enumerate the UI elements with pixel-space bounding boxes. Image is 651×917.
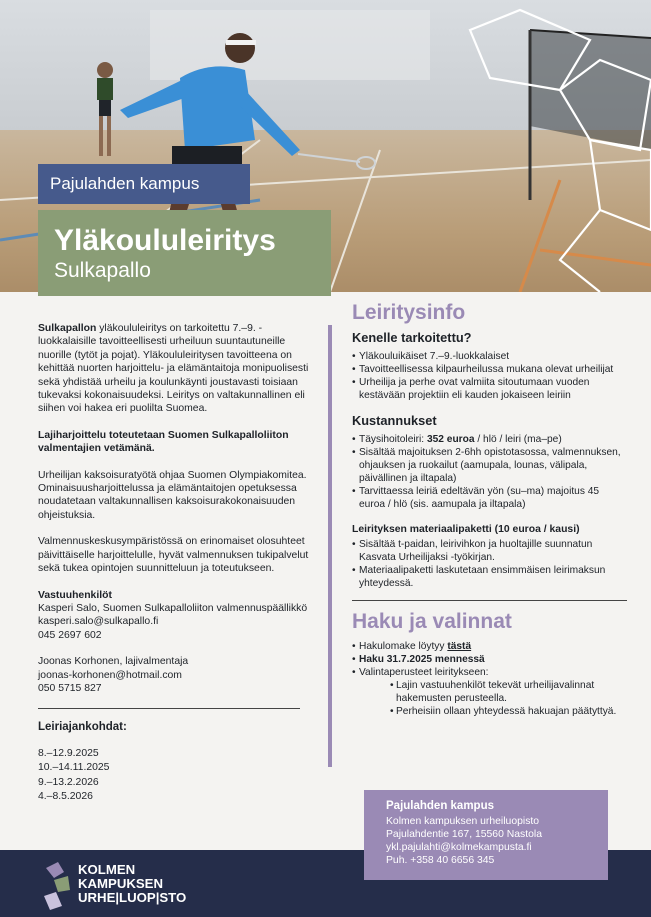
apply-list: [352, 640, 627, 718]
list-item: [352, 433, 627, 446]
list-item: • Materiaalipaketti laskutetaan ensimmäisen leirimaksun yhteydessä.: [352, 564, 627, 590]
list-item: • Sisältää majoituksen 2-6hh opistotasossa, valmennuksen, ohjauksen ja ruokailut (aamupala, lounas, välipala, päivällinen ja iltapala): [352, 446, 627, 485]
intro-column: [38, 322, 313, 805]
contact-box: [364, 790, 608, 880]
responsible-heading: Vastuuhenkilöt: [38, 589, 112, 601]
contact-name: Pajulahden kampus: [386, 800, 495, 812]
list-item: [352, 653, 627, 666]
person1-name: Kasperi Salo, Suomen Sulkapalloliiton valmennuspäällikkö: [38, 602, 308, 614]
logo-line-2: KAMPUKSEN: [78, 876, 163, 891]
person2-email[interactable]: joonas-korhonen@hotmail.com: [38, 669, 182, 681]
divider: [352, 600, 627, 601]
list-item: • Tavoitteellisessa kilpaurheilussa mukana olevat urheilijat: [352, 363, 627, 376]
dates-heading: Leiriajankohdat:: [38, 721, 127, 734]
campus-tag: [38, 164, 250, 204]
application-form-link[interactable]: tästä: [447, 641, 472, 652]
contact-org: Kolmen kampuksen urheiluopisto: [386, 816, 540, 827]
title-box: [38, 210, 331, 296]
cost-heading: Kustannukset: [352, 413, 437, 428]
logo-line-1: KOLMEN: [78, 862, 136, 877]
page-title: Yläkoululeiritys: [54, 224, 276, 257]
contact-email[interactable]: ykl.pajulahti@kolmekampusta.fi: [386, 842, 532, 853]
dates-list: [38, 747, 313, 805]
accent-vertical-bar: [328, 325, 332, 767]
intro-lead: Sulkapallon: [38, 323, 97, 334]
list-item: • Tarvittaessa leiriä edeltävän yön (su–ma) majoitus 45 euroa / hlö (sis. aamupala ja iltapala): [352, 485, 627, 511]
package-list: [352, 538, 627, 590]
apply-heading: Haku ja valinnat: [352, 610, 512, 633]
logo-wordmark: [78, 863, 186, 905]
cost-list: [352, 433, 627, 511]
date-item: 10.–14.11.2025: [38, 762, 110, 774]
package-heading: Leirityksen materiaalipaketti (10 euroa / kausi): [352, 524, 580, 535]
date-item: 9.–13.2.2026: [38, 776, 99, 788]
contact-address: Pajulahdentie 167, 15560 Nastola: [386, 829, 542, 840]
cost-label: Täysihoitoleiri:: [359, 434, 427, 445]
target-list: [352, 350, 627, 402]
campus-tag-text: Pajulahden kampus: [50, 174, 200, 193]
cost-price: 352 euroa: [426, 434, 475, 445]
list-item: [352, 640, 627, 653]
badminton-net: [530, 30, 651, 200]
list-item: • Urheilija ja perhe ovat valmiita sitoutumaan vuoden kestävään projektiin eli kauden jokaiseen leiriin: [352, 376, 627, 402]
form-label: Hakulomake löytyy: [359, 641, 448, 652]
person1-email[interactable]: kasperi.salo@sulkapallo.fi: [38, 616, 159, 628]
contact-phone: Puh. +358 40 6656 345: [386, 855, 495, 866]
responsible-persons: [38, 589, 313, 696]
intro-paragraph-3: Urheilijan kaksoisuratyötä ohjaa Suomen Olympiakomitea. Ominaisuusharjoittelussa ja elämäntaitojen opetuksessa noudatetaan valtakunnallisen kaksoisurakokonaisuuden ohjeistuksia.: [38, 469, 307, 521]
list-item: • Lajin vastuuhenkilöt tekevät urheilijavalinnat hakemusten perusteella.: [352, 679, 627, 705]
list-item: • Sisältää t-paidan, leirivihkon ja huoltajille suunnatun Kasvata Urheilijaksi -työkirjan.: [352, 538, 627, 564]
deadline: Haku 31.7.2025 mennessä: [359, 654, 485, 665]
intro-paragraph-1: [38, 322, 313, 416]
intro-paragraph-2: [38, 429, 313, 456]
target-heading: Kenelle tarkoitettu?: [352, 330, 472, 345]
person2-name: Joonas Korhonen, lajivalmentaja: [38, 656, 189, 668]
coaching-note: Lajiharjoittelu toteutetaan Suomen Sulkapalloliiton valmentajien vetämänä.: [38, 429, 289, 455]
info-heading: Leiritysinfo: [352, 301, 466, 324]
cost-unit: / hlö / leiri (ma–pe): [474, 434, 562, 445]
background-player: [97, 62, 113, 156]
page-subtitle: Sulkapallo: [54, 259, 151, 282]
person2-phone: 050 5715 827: [38, 682, 102, 694]
logo-line-3: URHE|LUOP|STO: [78, 890, 187, 905]
list-item: • Perheisiin ollaan yhteydessä hakuajan päätyttyä.: [352, 705, 627, 718]
list-item: • Yläkouluikäiset 7.–9.-luokkalaiset: [352, 350, 627, 363]
list-item: • Valintaperusteet leiritykseen:: [352, 666, 627, 679]
date-item: 8.–12.9.2025: [38, 747, 99, 759]
date-item: 4.–8.5.2026: [38, 791, 93, 803]
intro-rest: yläkoululeiritys on tarkoitettu 7.–9. -luokkalaisille tavoitteellisesti urheiluun suuntautuneille nuorille (tytöt ja pojat). Yläkoululeiritysen tavoitteena on kehittää nuorten harjoittelu- ja elämäntaitoja monipuolisesti sekä yhdistää urheilu ja koulunkäynti joustavasti toisiaan tukevaksi kokonaisuudeksi. Leiritys on valtakunnallinen eli siihen voi hakea eri puolilta Suomea.: [38, 323, 309, 415]
info-column: [352, 301, 627, 718]
intro-paragraph-4: Valmennuskeskusympäristössä on erinomaiset olosuhteet päivittäiselle harjoittelulle, hyvät valmennuksen tukipalvelut sekä tukea opintojen suunnitteluun ja toteutukseen.: [38, 536, 309, 575]
person1-phone: 045 2697 602: [38, 629, 102, 641]
divider: [38, 708, 300, 709]
